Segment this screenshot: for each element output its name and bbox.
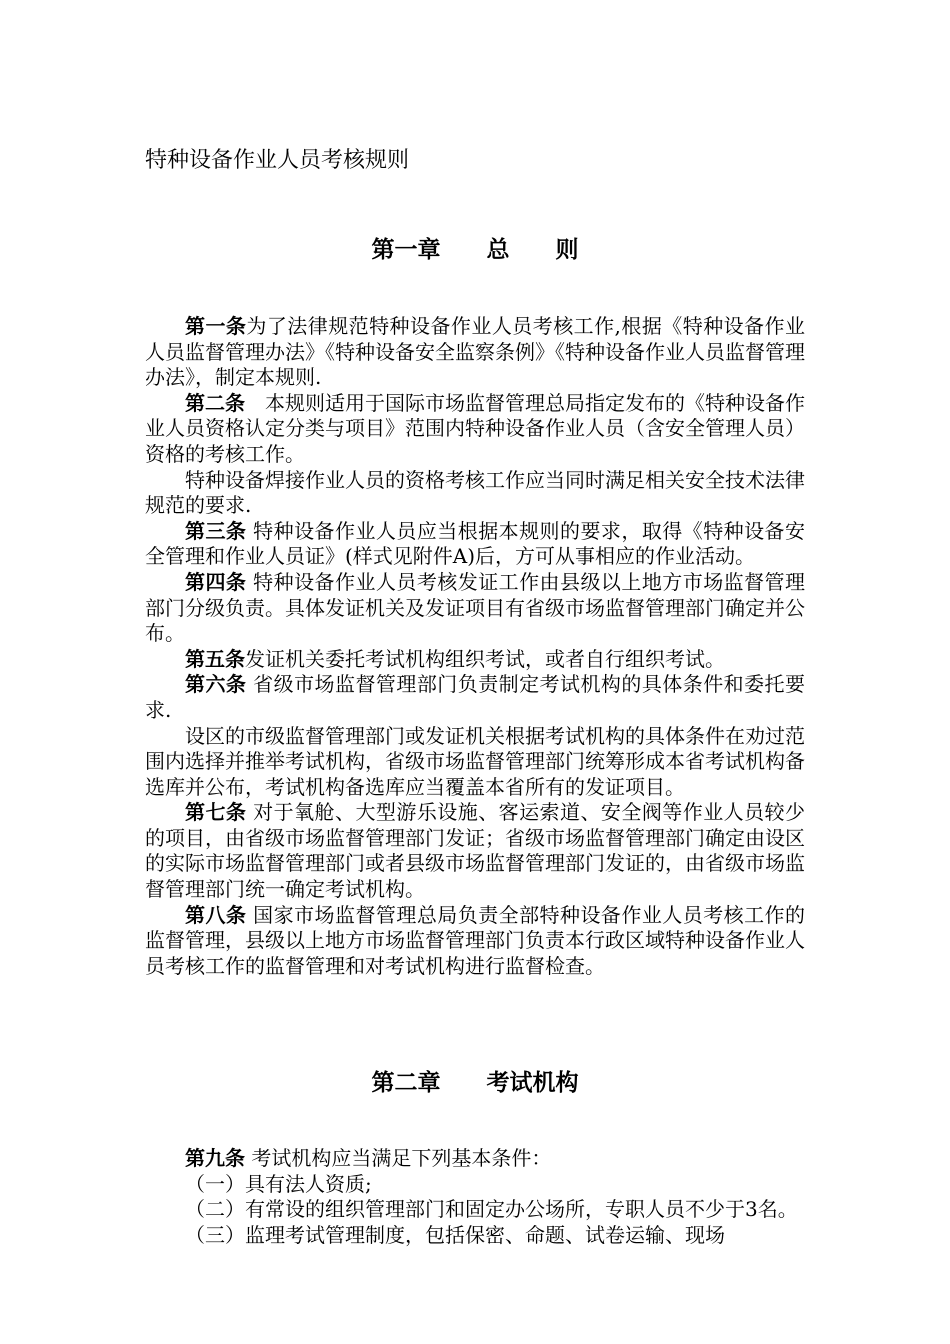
article-6-continuation: [145, 724, 805, 801]
article-6-paragraph: [145, 672, 805, 723]
article-text: 设区的市级监督管理部门或发证机关根据考试机构的具体条件在劝过范围内选择并推举考试机构，省级市场监督管理部门统筹形成本省考试机构备选库并公布，考试机构备选库应当覆盖本省所有的发证项目。: [145, 723, 805, 799]
condition-text: （一）具有法人资质;: [185, 1171, 372, 1196]
article-3-paragraph: [145, 519, 805, 570]
document-title: 特种设备作业人员考核规则: [145, 148, 410, 173]
article-text: 特种设备作业人员考核发证工作由县级以上地方市场监督管理部门分级负责。具体发证机关及发证项目有省级市场监督管理部门确定并公布。: [145, 569, 806, 646]
chapter-1-heading: 第一章 总 则: [371, 236, 579, 263]
condition-text: （二）有常设的组织管理部门和固定办公场所，专职人员不少于3名。: [185, 1197, 798, 1222]
article-label: 第二条: [185, 390, 245, 415]
article-9-paragraph: [145, 1146, 805, 1172]
article-label: 第五条: [185, 646, 245, 671]
article-text: 国家市场监督管理总局负责全部特种设备作业人员考核工作的监督管理，县级以上地方市场监督管理部门负责本行政区域特种设备作业人员考核工作的监督管理和对考试机构进行监督检查。: [145, 902, 806, 978]
article-label: 第四条: [185, 569, 247, 594]
article-label: 第一条: [185, 314, 247, 338]
condition-item-1: [145, 1172, 805, 1198]
article-label: 第三条: [185, 518, 247, 543]
article-2-continuation: [145, 468, 805, 519]
chapter-2-heading: 第二章 考试机构: [371, 1069, 579, 1096]
article-label: 第八条: [185, 902, 247, 927]
article-7-paragraph: [145, 800, 805, 902]
article-text: 考试机构应当满足下列基本条件：: [245, 1146, 552, 1170]
article-8-paragraph: [145, 903, 805, 980]
article-text: 对于氧舱、大型游乐设施、客运索道、安全阀等作业人员较少的项目，由省级市场监督管理部门发证；省级市场监督管理部门确定由设区的实际市场监督管理部门或者县级市场监督管理部门发证的，由省级市场监督管理部门统一确定考试机构。: [145, 800, 806, 902]
article-text: 发证机关委托考试机构组织考试，或者自行组织考试。: [245, 646, 725, 671]
condition-item-3: [145, 1223, 805, 1249]
article-2-paragraph: [145, 391, 805, 468]
article-text: 省级市场监督管理部门负责制定考试机构的具体条件和委托要求.: [145, 672, 806, 722]
article-label: 第九条: [185, 1146, 245, 1170]
article-label: 第六条: [185, 672, 247, 697]
condition-text: （三）监理考试管理制度，包括保密、命题、试卷运输、现场: [185, 1222, 725, 1247]
chapter-1-body: [145, 314, 805, 979]
article-text: 为了法律规范特种设备作业人员考核工作,根据《特种设备作业人员监督管理办法》《特种设备安全监察条例》《特种设备作业人员监督管理办法》，制定本规则.: [145, 314, 806, 390]
chapter-2-body: [145, 1146, 805, 1248]
condition-item-2: [145, 1197, 805, 1223]
article-text: 本规则适用于国际市场监督管理总局指定发布的《特种设备作业人员资格认定分类与项目》范围内特种设备作业人员（含安全管理人员）资格的考核工作。: [145, 390, 805, 466]
article-1-paragraph: [145, 314, 805, 391]
article-label: 第七条: [185, 800, 247, 825]
article-text: 特种设备焊接作业人员的资格考核工作应当同时满足相关安全技术法律规范的要求.: [145, 467, 805, 518]
article-4-paragraph: [145, 570, 805, 647]
article-text: 特种设备作业人员应当根据本规则的要求，取得《特种设备安全管理和作业人员证》(样式见附件A)后，方可从事相应的作业活动。: [145, 518, 806, 569]
article-5-paragraph: [145, 647, 805, 673]
